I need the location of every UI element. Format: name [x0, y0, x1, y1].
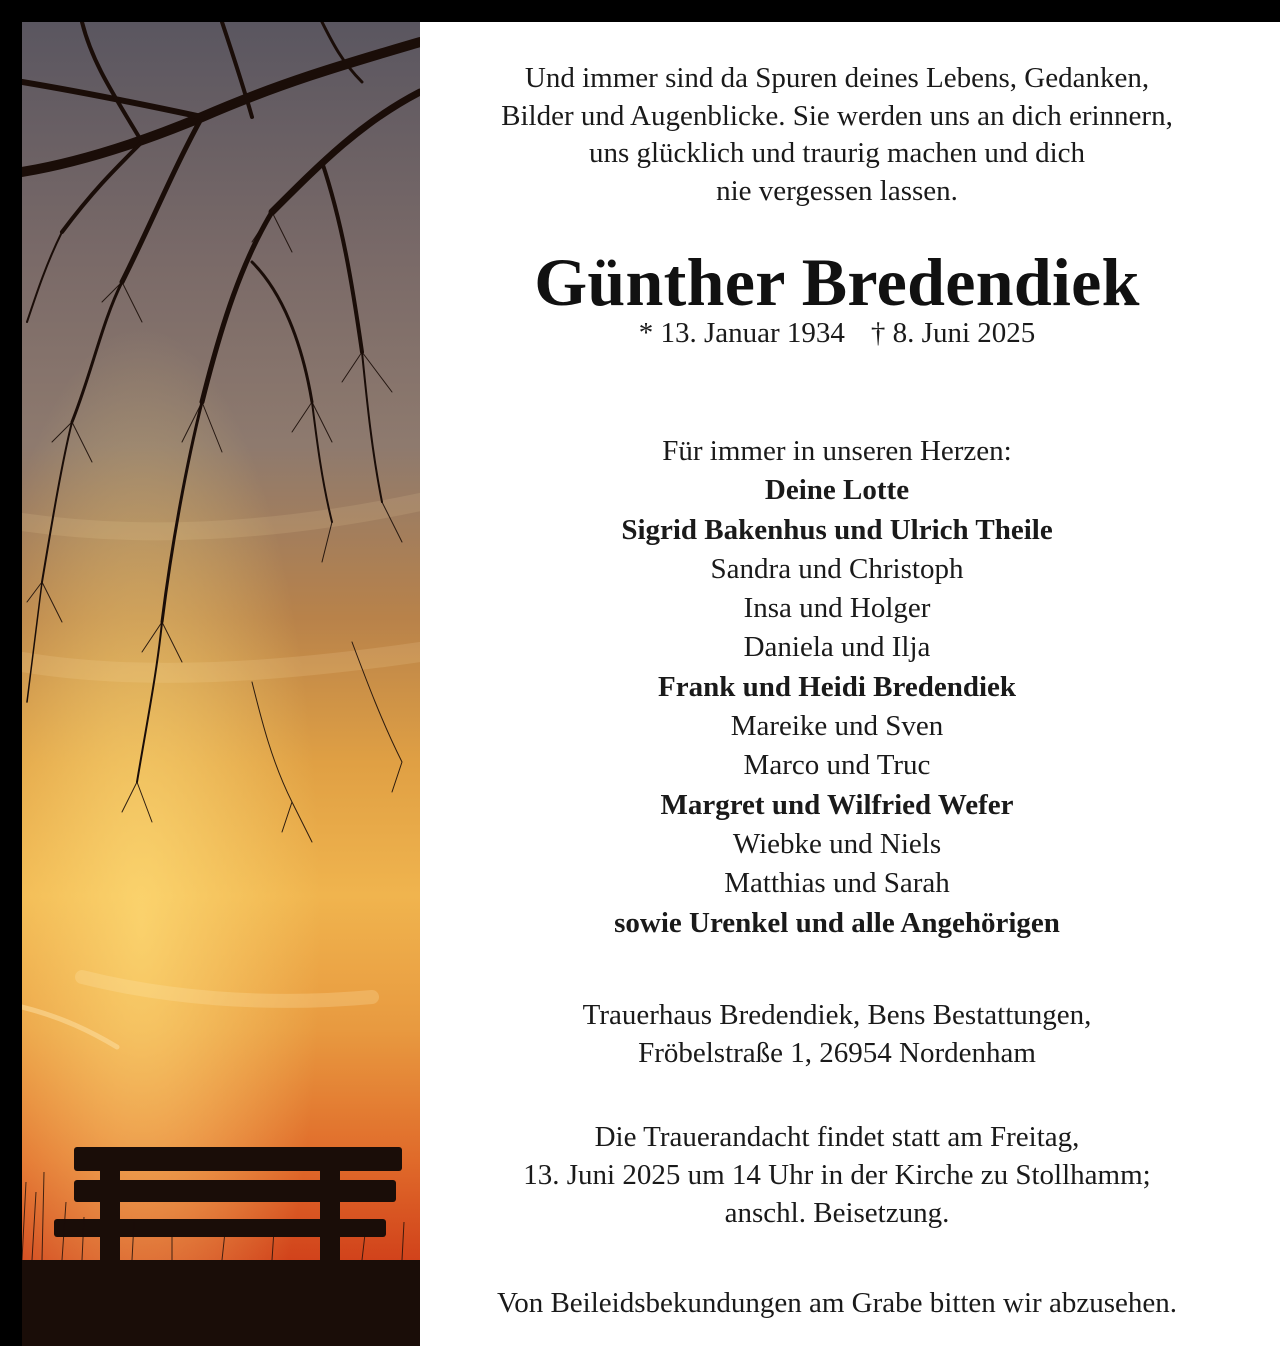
obituary-text-panel — [420, 22, 1280, 1346]
service-line: anschl. Beisetzung. — [724, 1197, 950, 1229]
sunset-bench-image — [22, 22, 420, 1346]
family-list — [420, 432, 1254, 943]
family-member: Frank und Heidi Bredendiek — [657, 670, 1017, 703]
quote-line: Und immer sind da Spuren deines Lebens, Gedanken, — [524, 62, 1150, 94]
service-line: Die Trauerandacht findet statt am Freitag, — [594, 1121, 1080, 1153]
quote-line: uns glücklich und traurig machen und dich — [588, 137, 1086, 169]
family-member: Marco und Truc — [743, 749, 931, 782]
sunset-bench-photo — [22, 22, 420, 1346]
family-member: Sandra und Christoph — [710, 552, 964, 585]
life-dates — [420, 315, 1254, 351]
address-line: Fröbelstraße 1, 26954 Nordenham — [638, 1037, 1036, 1069]
family-member: Margret und Wilfried Wefer — [660, 788, 1014, 821]
quote-line: nie vergessen lassen. — [716, 174, 958, 207]
condolence-note: Von Beileidsbekundungen am Grabe bitten wir abzusehen. — [497, 1287, 1177, 1319]
service-line: 13. Juni 2025 um 14 Uhr in der Kirche zu Stollhamm; — [523, 1159, 1151, 1191]
death-date: † 8. Juni 2025 — [870, 317, 1036, 349]
address-line: Trauerhaus Bredendiek, Bens Bestattungen, — [582, 999, 1092, 1031]
family-member: Mareike und Sven — [730, 710, 944, 743]
memorial-quote — [420, 60, 1254, 210]
family-member: Sigrid Bakenhus und Ulrich Theile — [621, 513, 1053, 546]
family-member: Deine Lotte — [764, 474, 910, 507]
service-info — [420, 1118, 1254, 1232]
birth-date: * 13. Januar 1934 — [638, 317, 845, 349]
deceased-name: Günther Bredendiek — [534, 244, 1140, 320]
family-intro: Für immer in unseren Herzen: — [662, 435, 1012, 467]
quote-line: Bilder und Augenblicke. Sie werden uns an dich erinnern, — [501, 99, 1173, 132]
family-member: Daniela und Ilja — [743, 631, 931, 664]
family-member: Wiebke und Niels — [732, 827, 942, 860]
mourning-house-address — [420, 996, 1254, 1072]
family-member: Matthias und Sarah — [724, 867, 950, 900]
family-member: sowie Urenkel und alle Angehörigen — [614, 906, 1060, 939]
family-member: Insa und Holger — [743, 592, 931, 625]
